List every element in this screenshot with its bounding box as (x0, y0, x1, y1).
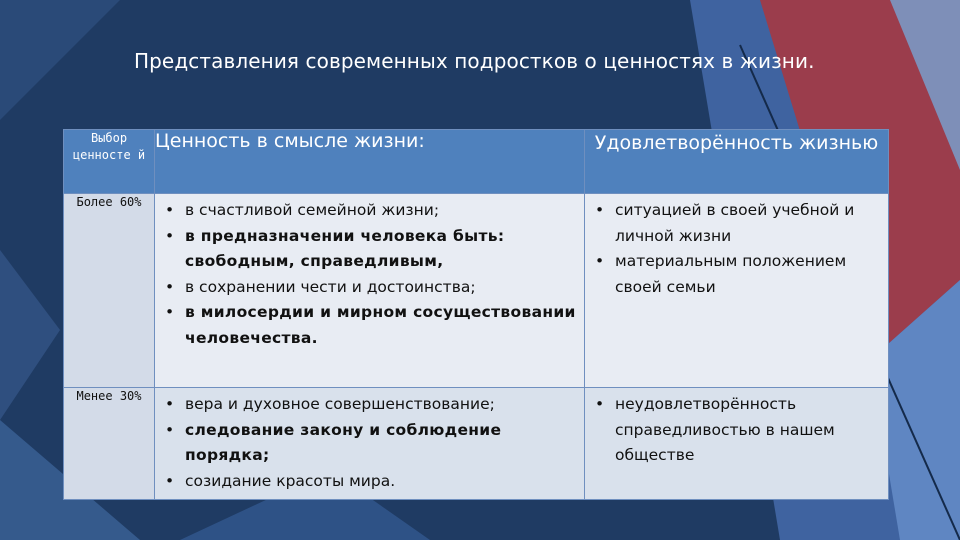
bullet-icon: • (165, 420, 175, 439)
list-item (159, 275, 576, 301)
header-choice: Выбор ценносте й (64, 130, 155, 194)
table-header-row (64, 130, 889, 194)
list-item (589, 249, 880, 300)
list-item (159, 392, 576, 418)
list-item-text: в счастливой семейной жизни; (185, 201, 440, 219)
satisfaction-cell (585, 194, 889, 388)
bullet-icon: • (165, 226, 175, 245)
list-item-text: неудовлетворённость справедливостью в нашем обществе (615, 395, 835, 464)
list-item-text: созидание красоты мира. (185, 471, 396, 490)
list-item (589, 392, 880, 469)
satisfaction-cell (585, 388, 889, 500)
list-item-text: следование закону и соблюдение порядка; (185, 420, 502, 464)
bullet-icon: • (595, 252, 605, 270)
list-item (159, 418, 576, 469)
bullet-icon: • (165, 303, 175, 321)
list-item-text: в предназначении человека быть: свободным, справедливым, (185, 226, 505, 270)
table-row (64, 194, 889, 388)
list-item (589, 198, 880, 249)
header-value: Ценность в смысле жизни: (155, 130, 585, 194)
header-satisfaction: Удовлетворённость жизнью (585, 130, 889, 194)
row-label: Менее 30% (64, 388, 155, 500)
table-row (64, 388, 889, 500)
bullet-icon: • (165, 471, 175, 490)
list-item-text: материальным положением своей семьи (615, 252, 847, 296)
bullet-icon: • (165, 201, 175, 219)
bullet-icon: • (595, 395, 605, 413)
list-item (159, 224, 576, 275)
bullet-icon: • (595, 201, 605, 219)
row-label: Более 60% (64, 194, 155, 388)
slide-title: Представления современных подростков о ценностях в жизни. (134, 49, 815, 73)
values-cell (155, 194, 585, 388)
list-item-text: в сохранении чести и достоинства; (185, 277, 476, 296)
list-item (159, 300, 576, 351)
bullet-icon: • (165, 395, 175, 413)
values-table (63, 129, 889, 500)
list-item (159, 198, 576, 224)
bullet-icon: • (165, 277, 175, 296)
list-item-text: вера и духовное совершенствование; (185, 395, 495, 413)
list-item (159, 469, 576, 495)
list-item-text: ситуацией в своей учебной и личной жизни (615, 201, 855, 245)
list-item-text: в милосердии и мирном сосуществовании человечества. (185, 303, 576, 347)
values-cell (155, 388, 585, 500)
